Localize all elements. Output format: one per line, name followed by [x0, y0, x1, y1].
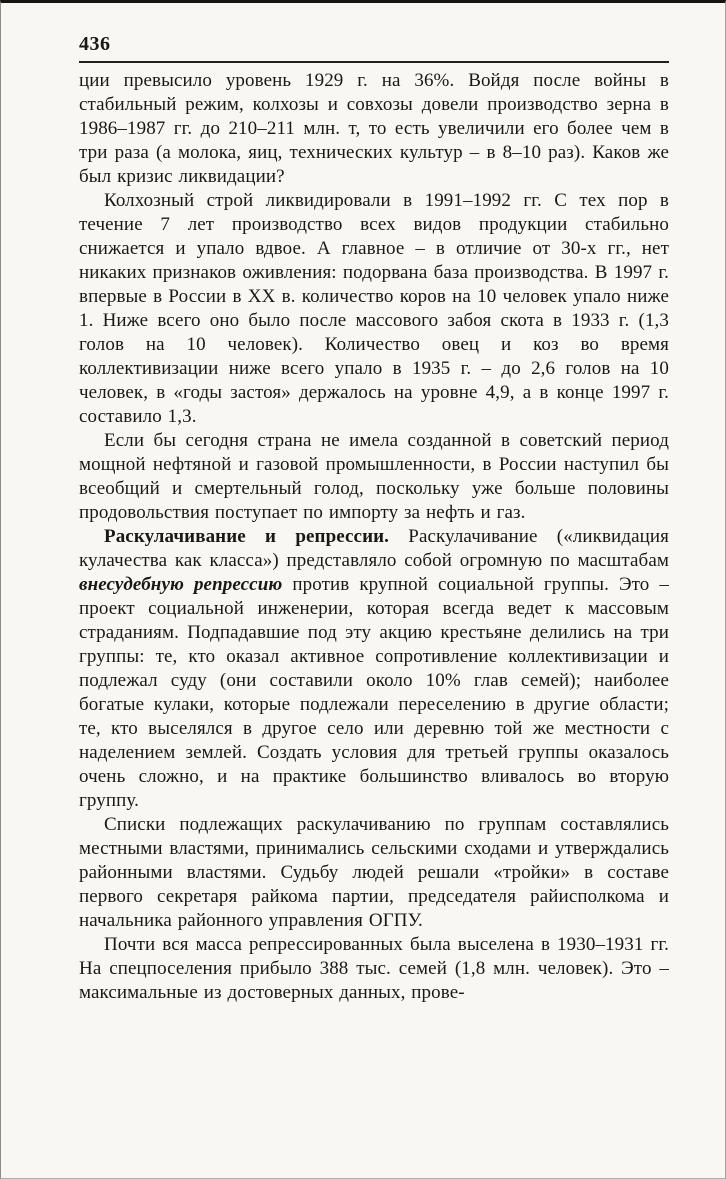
section-run-in-heading: Раскулачивание и репрессии. — [104, 526, 390, 547]
emphasized-term: внесудебную репрессию — [79, 574, 283, 595]
paragraph-dekulakization — [79, 525, 669, 813]
page-body — [79, 69, 669, 1005]
paragraph-kolkhoz-liquidation: Колхозный строй ликвидировали в 1991–1992 гг. С тех пор в течение 7 лет производство всех видов продукции стабильно снижается и упало вдвое. А главное – в отличие от 30-х гг., нет никаких признаков оживления: подорвана база производства. В 1997 г. впервые в России в XX в. количество коров на 10 человек упало ниже 1. Ниже всего оно было после массового забоя скота в 1933 г. (1,3 голов на 10 человек). Количество овец и коз во время коллективизации ниже всего упало в 1935 г. – до 2,6 голов на 10 человек, в «годы застоя» держалось на уровне 4,9, а в конце 1997 г. составило 1,3. — [79, 190, 669, 427]
paragraph-lists-troikas: Списки подлежащих раскулачиванию по группам составлялись местными властями, принимались сельскими сходами и утверждались районными властями. Судьбу людей решали «тройки» в составе первого секретаря райкома партии, председателя райисполкома и начальника районного управления ОГПУ. — [79, 814, 669, 931]
paragraph-dekulakization-text-1: Раскулачивание («ликвидация кулачества как класса») представляло собой огромную по масштабам — [79, 526, 670, 571]
paragraph-dekulakization-text-2: против крупной социальной группы. Это – проект социальной инженерии, которая всегда ведет к массовым страданиям. Подпадавшие под эту акцию крестьяне делились на три группы: те, кто оказал активное сопротивление коллективизации и подлежал суду (они составили около 10% глав семей); наиболее богатые кулаки, которые подлежали переселению в другие области; те, кто выселялся в другое село или деревню той же местности с наделением землей. Создать условия для третьей группы оказалось очень сложно, и на практике большинство вливалось во вторую группу. — [79, 574, 669, 811]
paragraph-continuation: ции превысило уровень 1929 г. на 36%. Войдя после войны в стабильный режим, колхозы и совхозы довели производство зерна в 1986–1987 гг. до 210–211 млн. т, то есть увеличили его более чем в три раза (а молока, яиц, технических культур – в 8–10 раз). Каков же был кризис ликвидации? — [79, 70, 669, 187]
paragraph-deportations: Почти вся масса репрессированных была выселена в 1930–1931 гг. На спецпоселения прибыло 388 тыс. семей (1,8 млн. человек). Это – максимальные из достоверных данных, прове- — [79, 934, 669, 1003]
page-number: 436 — [79, 33, 111, 55]
page-header — [79, 33, 669, 63]
paragraph-oil-gas: Если бы сегодня страна не имела созданной в советский период мощной нефтяной и газовой промышленности, в России наступил бы всеобщий и смертельный голод, поскольку уже больше половины продовольствия поступает по импорту за нефть и газ. — [79, 430, 669, 523]
